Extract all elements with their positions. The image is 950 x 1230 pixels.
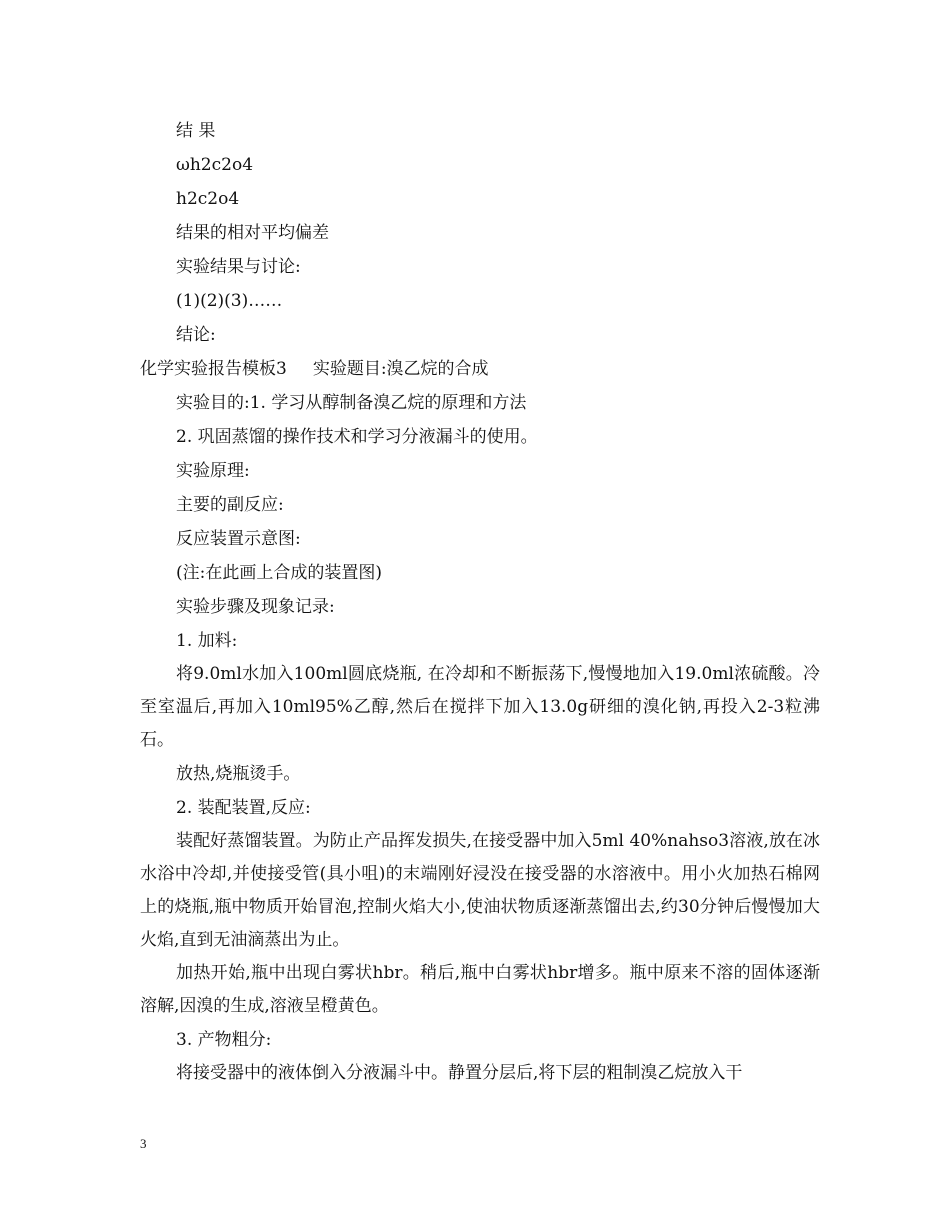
results-discussion-label: 实验结果与讨论: — [176, 257, 301, 277]
page-number: 3 — [140, 1136, 147, 1151]
step2-label: 2. 装配装置,反应: — [176, 798, 311, 818]
purpose-line-1: 实验目的:1. 学习从醇制备溴乙烷的原理和方法 — [176, 393, 527, 413]
step3-paragraph: 将接受器中的液体倒入分液漏斗中。静置分层后,将下层的粗制溴乙烷放入干 — [176, 1063, 743, 1083]
section-heading — [140, 352, 820, 386]
procedure-label: 实验步骤及现象记录: — [176, 597, 335, 617]
step3-label: 3. 产物粗分: — [176, 1030, 272, 1050]
step1-label: 1. 加料: — [176, 631, 238, 651]
purpose-line-2: 2. 巩固蒸馏的操作技术和学习分液漏斗的使用。 — [176, 427, 538, 447]
step2-observation: 加热开始,瓶中出现白雾状hbr。稍后,瓶中白雾状hbr增多。瓶中原来不溶的固体逐渐溶解,因溴的生成,溶液呈橙黄色。 — [140, 963, 820, 1016]
side-reaction-label: 主要的副反应: — [176, 495, 284, 515]
discussion-items: (1)(2)(3)…… — [176, 291, 283, 311]
step2-paragraph: 装配好蒸馏装置。为防止产品挥发损失,在接受器中加入5ml 40%nahso3溶液,放在冰水浴中冷却,并使接受管(具小咀)的末端刚好浸没在接受器的水溶液中。用小火加热石棉网上的烧瓶,瓶中物质开始冒泡,控制火焰大小,使油状物质逐渐蒸馏出去,约30分钟后慢慢加大火焰,直到无油滴蒸出为止。 — [140, 831, 820, 950]
apparatus-note: (注:在此画上合成的装置图) — [176, 563, 382, 583]
omega-formula: ωh2c2o4 — [176, 155, 254, 175]
step1-paragraph: 将9.0ml水加入100ml圆底烧瓶, 在冷却和不断振荡下,慢慢地加入19.0ml浓硫酸。冷至室温后,再加入10ml95%乙醇,然后在搅拌下加入13.0g研细的溴化钠,再投入2-3粒沸石。 — [140, 664, 820, 750]
document-body — [140, 114, 820, 1090]
apparatus-diagram-label: 反应装置示意图: — [176, 529, 301, 549]
principle-label: 实验原理: — [176, 461, 250, 481]
heat-observation: 放热,烧瓶烫手。 — [176, 764, 301, 784]
conclusion-label: 结论: — [176, 325, 216, 345]
formula-line: h2c2o4 — [176, 189, 240, 209]
template-title: 化学实验报告模板3 — [140, 359, 287, 379]
result-label: 结 果 — [176, 121, 216, 141]
relative-deviation-label: 结果的相对平均偏差 — [176, 223, 329, 243]
experiment-title: 实验题目:溴乙烷的合成 — [312, 359, 489, 379]
